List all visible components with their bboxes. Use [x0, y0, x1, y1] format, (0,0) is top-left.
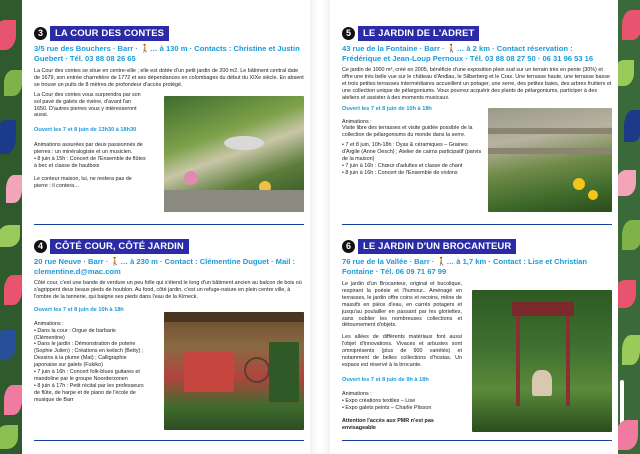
divider	[34, 224, 304, 225]
address-contact: 20 rue Neuve · Barr · 🚶… à 230 m · Contact : Clémentine Duguet · Mail : clementine.d@mac.com	[34, 257, 296, 276]
walking-person-icon: 🚶	[139, 44, 150, 53]
garden-photo-cour-des-contes	[164, 96, 304, 212]
animation-note: Le conteur maison, lui, ne restera pas de pierre : il contera…	[34, 175, 132, 189]
description-2: Les allées de différents matériaux font aussi l'objet d'innovations. Vivaces et arbustes sont omniprésents (plus de 900 variétés) et notamment de belles collections d'hostas. Un espace est réservé à la brocante.	[342, 334, 462, 368]
description: Le jardin d'un Brocanteur, original et bucolique, respirant la poésie et l'humour.. Aménagé en terrasses, le jardin offre coins et recoins, mêne de massifs en pièce d'eau, en carrés potagers et jusqu'au poulailler en passant par les gloriettes, sans oublier les nombreuses collections et détournement d'objets.	[342, 281, 462, 329]
opening-hours: Ouvert les 7 et 8 juin de 13h30 à 18h30	[34, 127, 137, 134]
left-page	[22, 0, 310, 454]
animation-item: • 7 juin à 16h : Concert folk-blues guitares et mandoline par le groupe Noorderzonen	[34, 369, 140, 382]
description: La Cour des contes se situe en centre-ville ; elle est dotée d'un petit jardin de 200 m2. Le bâtiment central date de 1679, son entrée charretière de 1772 et ses dépendances en colombages du début du XIXe siècle. En absent se trouve un puits de 8 mètres de profondeur d'accès protégé.	[34, 68, 304, 88]
section-header	[34, 25, 304, 41]
walking-person-icon: 🚶	[110, 257, 121, 266]
animations-title: Animations :	[342, 390, 372, 397]
divider	[342, 440, 612, 441]
description-2: La Cour des contes vous surprendra par son sol pavé de galets de rivière, d'avant l'an 1650. D'autres pierres vous y intéresseront aussi.	[34, 91, 141, 119]
description: Ce jardin de 1000 m², créé en 2005, bénéficie d'une exposition plein sud sur un terrain très en pente (30%) et offre une très belle vue sur le château d'Andlau, le Silberberg et le Crax. Une terrasse haute, une terrasse basse et trois petites terrasses intermédiaires accueillent un potager, une serre, des petites baies, des arbres fruitiers et une collection unique de pélargoniums. Vous pourrez acquérir des plants de pélargoniums, participer à des ateliers et assister à des moments musicaux.	[342, 67, 612, 101]
section-number: 5	[342, 27, 355, 40]
divider	[34, 440, 304, 441]
animation-item: • Expo galets peints – Charlie Plisson	[342, 404, 432, 411]
opening-hours: Ouvert les 7 et 8 juin de 10h à 18h	[34, 306, 124, 313]
animations: Animations assurées par deux passionnés de pierres : un minéralogiste et un musicien.	[34, 142, 143, 156]
section-title: LE JARDIN DE L'ADRET	[358, 26, 479, 41]
animations-title: Animations :	[34, 320, 64, 327]
animations-title: Animations :	[342, 118, 372, 125]
section-header	[34, 238, 304, 254]
animation-item: • Dans la cour : Orgue de barbarie (Clémentine)	[34, 327, 116, 341]
garden-photo-cote-jardin	[164, 312, 304, 430]
garden-photo-adret	[488, 108, 612, 212]
section-number: 4	[34, 240, 47, 253]
address-contact: 43 rue de la Fontaine · Barr · 🚶… à 2 km · Contact réservation : Frédérique et Jean-Loup Pernoux · Tél. 03 88 08 27 50 · 06 31 96 53 16	[342, 44, 594, 63]
section-title: LE JARDIN D'UN BROCANTEUR	[358, 239, 516, 254]
email-link[interactable]: clementine.d@mac.com	[34, 266, 121, 276]
walking-person-icon: 🚶	[436, 257, 447, 266]
section-title: LA COUR DES CONTES	[50, 26, 169, 41]
page-gutter	[310, 0, 330, 454]
animation-item: • 8 juin à 15h : Concert de l'Ensemble de flûtes à bec et classe de hautbois	[34, 156, 146, 170]
right-page	[330, 0, 618, 454]
decorative-left-border	[0, 0, 22, 454]
animation-item: • Dans le jardin : Démonstration de poterie (Sophie Julien) ; Créations en keilsch (Betty) ; Dessins à la plume (Mat) ; Calligraphie japonaise sur galets (Fukiko)	[34, 341, 144, 369]
decorative-right-border	[618, 0, 640, 454]
walking-person-icon: 🚶	[446, 44, 457, 53]
animation-item: • 7 et 8 juin, 10h-18h : Dyas & céramiques – Graines d'Argile (Anne Oesch) ; Atelier de cairns participatif (parvis de la maison)	[342, 142, 482, 163]
address-contact: 76 rue de la Vallée · Barr · 🚶… à 1,7 km · Contact : Lise et Christian Fontaine · Tél. 06 09 71 67 99	[342, 257, 588, 276]
opening-hours: Ouvert les 7 et 8 juin de 10h à 18h	[342, 105, 432, 112]
divider	[342, 224, 612, 225]
section-number: 3	[34, 27, 47, 40]
animation-item: • 8 juin à 16h : Concert de l'Ensemble de violons	[342, 169, 458, 176]
section-header	[342, 25, 612, 41]
section-number: 6	[342, 240, 355, 253]
accessibility-note: Attention l'accès aux PMR n'est pas envisageable	[342, 417, 434, 431]
animation-item: • 8 juin à 17h : Petit récital par les professeurs de flûte, de harpe et de piano de l'école de musique de Barr	[34, 382, 144, 403]
section-title: CÔTÉ COUR, CÔTÉ JARDIN	[50, 239, 189, 254]
description: Côté cour, c'est une bande de verdure un peu folle qui s'étend le long d'un bâtiment ancien au balcon de bois où s'agrippent deux beaux pieds de houblon. Au fond, côté jardin, c'est un refuge-nature en plein centre ville, à l'ombre de la tannerie, qui baigne ses pieds dans l'eau de la Kirneck.	[34, 280, 302, 300]
garden-photo-brocanteur	[472, 290, 612, 432]
animation-item: • Expo créations textiles – Lise	[342, 397, 416, 404]
animation-item: • 7 juin à 16h : Chœur d'adultes et classe de chant	[342, 162, 463, 169]
section-header	[342, 238, 612, 254]
animation-description: Visite libre des terrasses et visite guidée possible de la collection de pélargoniums du monde dans la serre.	[342, 125, 473, 139]
address-contact: 3/5 rue des Bouchers · Barr · 🚶… à 130 m · Contacts : Christine et Justin Guebert · Tél. 03 88 08 26 65	[34, 44, 300, 63]
opening-hours: Ouvert les 7 et 8 juin de 9h à 18h	[342, 376, 429, 383]
